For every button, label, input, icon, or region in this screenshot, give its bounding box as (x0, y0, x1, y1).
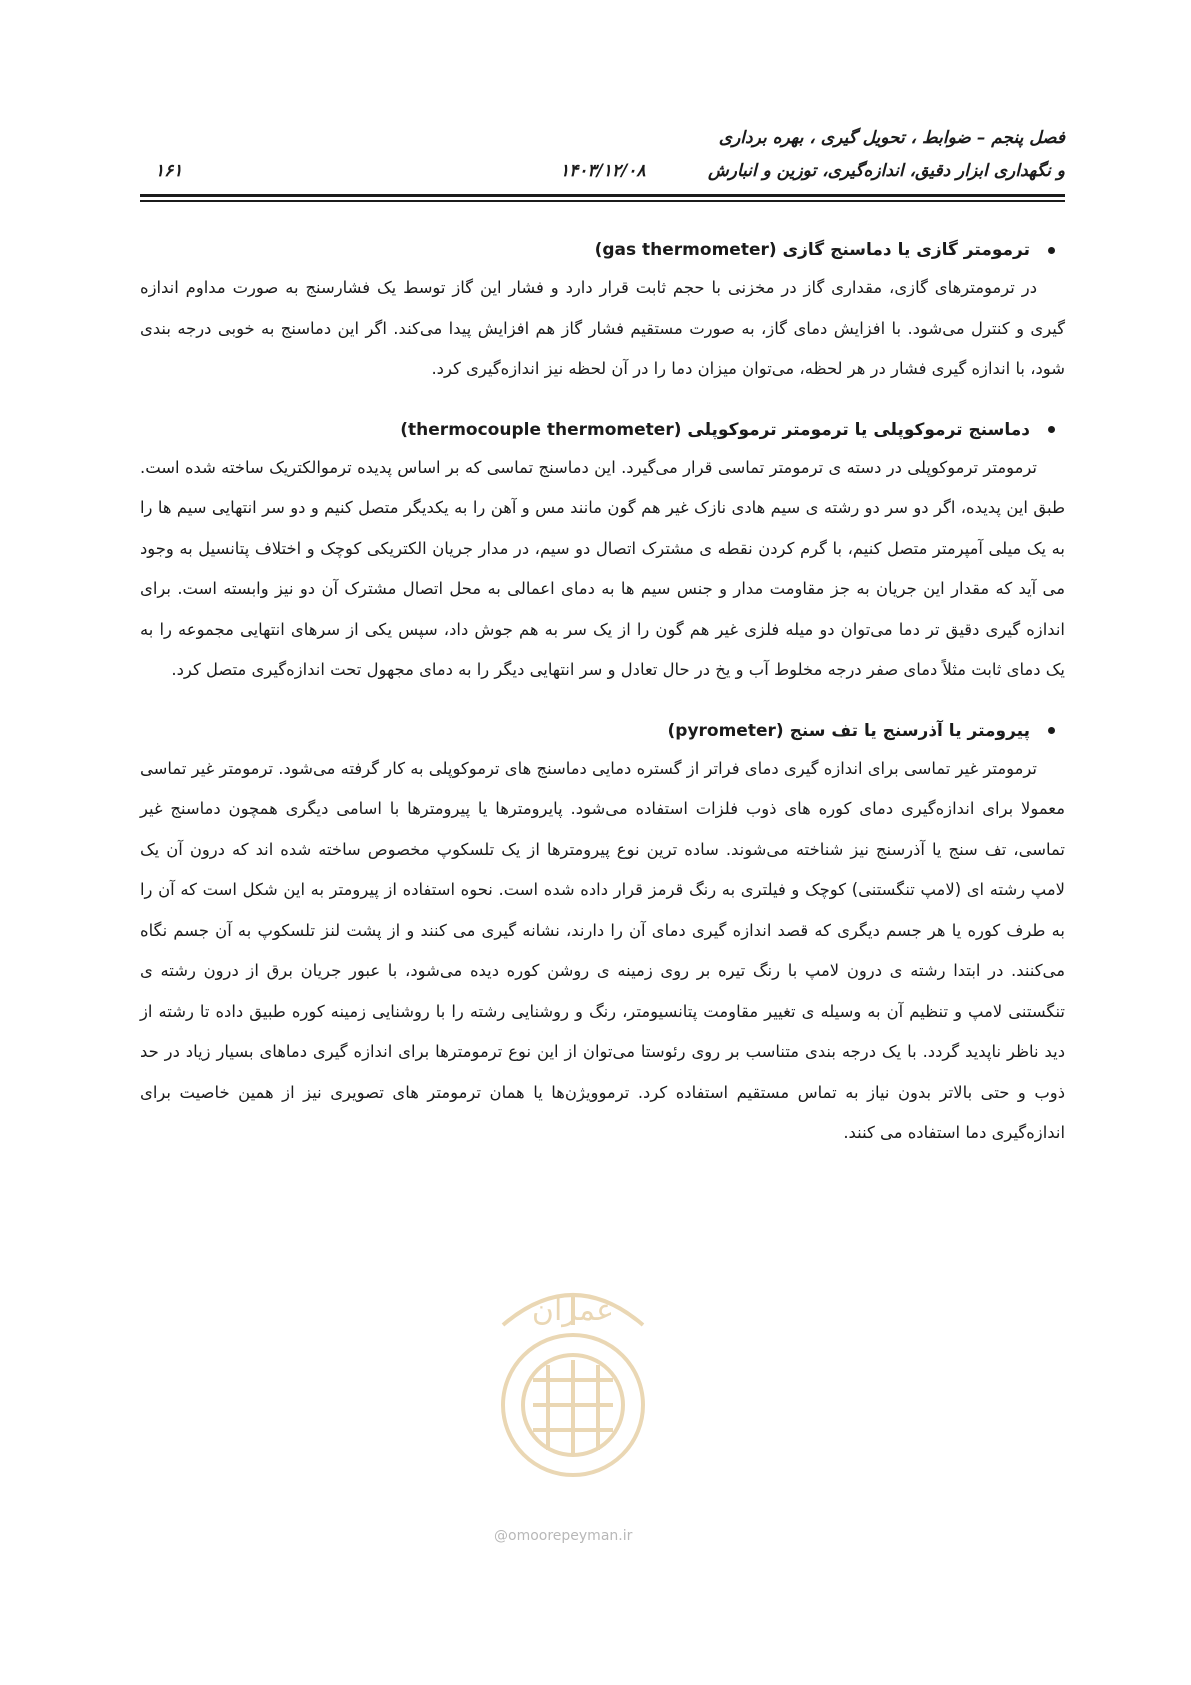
section-pyrometer (140, 721, 1065, 1154)
page-body (140, 240, 1065, 1184)
header-date: ۱۴۰۳/۱۲/۰۸ (560, 161, 646, 181)
section-paragraph: ترمومتر ترموکوپلی در دسته ی ترمومتر تماسی قرار می‌گیرد. این دماسنج تماسی که بر اساس پدیده ترموالکتریک ساخته شده است. طبق این پدیده، اگر دو سر دو رشته ی سیم هادی نازک غیر هم گون مانند مس و آهن را به یکدیگر متصل کنیم و دو سر انتهایی سیم ها را به یک میلی آمپرمتر متصل کنیم، با گرم کردن نقطه ی مشترک اتصال دو سیم، در مدار جریان الکتریکی کوچک و اختلاف پتانسیل به وجود می آید که مقدار این جریان به جز مقاومت مدار و جنس سیم ها به دمای اعمالی به محل اتصال مشترک آن دو نیز وابسته است. برای اندازه گیری دقیق تر دما می‌توان دو میله فلزی غیر هم گون را از یک سر به هم جوش داد، سپس یکی از سرهای انتهایی مجموعه را به یک دمای ثابت مثلاً دمای صفر درجه مخلوط آب و یخ در حال تعادل و سر انتهایی دیگر را به دمای مجهول تحت اندازه‌گیری متصل کرد. (140, 457, 1065, 679)
section-heading-text: ترمومتر گازی یا دماسنج گازی (gas thermometer) (594, 240, 1030, 260)
section-thermocouple (140, 420, 1065, 691)
section-gas-thermometer (140, 240, 1065, 390)
bullet-icon (1048, 247, 1055, 254)
page-header (140, 128, 1065, 196)
header-rule-thick (140, 194, 1065, 197)
bullet-icon (1048, 426, 1055, 433)
watermark-logo-text: عمران (531, 1293, 615, 1328)
section-heading (140, 240, 1065, 260)
section-heading (140, 420, 1065, 440)
section-heading-text: پیرومتر یا آذرسنج یا تف سنج (pyrometer) (667, 720, 1030, 741)
chapter-title-line2: و نگهداری ابزار دقیق، اندازه‌گیری، توزین و انبارش (708, 161, 1065, 181)
watermark-logo-icon (463, 1255, 683, 1515)
watermark-url: @omoorepeyman.ir (494, 1528, 633, 1544)
bullet-icon (1048, 727, 1055, 734)
header-rule-thin (140, 200, 1065, 202)
section-heading (140, 721, 1065, 741)
section-paragraph: ترمومتر غیر تماسی برای اندازه گیری دمای فراتر از گستره دمایی دماسنج های ترموکوپلی به کار گرفته می‌شود. ترمومتر غیر تماسی معمولا برای اندازه‌گیری دمای کوره های ذوب فلزات استفاده می‌شود. پایرومترها یا پیرومترها با اسامی دیگری همچون دماسنج غیر تماسی، تف سنج یا آذرسنج نیز شناخته می‌شوند. ساده ترین نوع پیرومترها از یک تلسکوپ مخصوص ساخته شده اند که درون آن یک لامپ رشته ای (لامپ تنگستنی) کوچک و فیلتری به رنگ قرمز قرار داده شده است. نحوه استفاده از پیرومتر به این شکل است که آن را به طرف کوره یا هر جسم دیگری که قصد اندازه گیری دمای آن را دارند، نشانه گیری می کنند و از پشت لنز تلسکوپ به آن جسم نگاه می‌کنند. در ابتدا رشته ی درون لامپ با رنگ تیره بر روی زمینه ی روشن کوره دیده می‌شود، با عبور جریان برق از درون رشته ی تنگستنی لامپ و تنظیم آن به وسیله ی تغییر مقاومت پتانسیومتر، رنگ و روشنایی رشته را با روشنایی زمینه کوره طبیق داده تا رشته از دید ناظر ناپدید گردد. با یک درجه بندی متناسب بر روی رئوستا می‌توان از این نوع ترمومترها برای اندازه گیری دماهای بسیار زیاد در حد ذوب و حتی بالاتر بدون نیاز به تماس مستقیم استفاده کرد. ترموویژن‌ها یا همان ترمومتر های تصویری نیز از همین خاصیت برای اندازه‌گیری دما استفاده می کنند. (140, 758, 1065, 1142)
section-heading-text: دماسنج ترموکوپلی یا ترمومتر ترموکوپلی (thermocouple thermometer) (400, 419, 1030, 440)
page-number: ۱۶۱ (155, 161, 183, 181)
chapter-title-line1: فصل پنجم – ضوابط ، تحویل گیری ، بهره برداری (718, 128, 1065, 148)
section-paragraph: در ترمومترهای گازی، مقداری گاز در مخزنی با حجم ثابت قرار دارد و فشار این گاز توسط یک فشارسنج به صورت مداوم اندازه گیری و کنترل می‌شود. با افزایش دمای گاز، به صورت مستقیم فشار گاز هم افزایش پیدا می‌کند. اگر این دماسنج به خوبی درجه بندی شود، با اندازه گیری فشار در هر لحظه، می‌توان میزان دما را در آن لحظه نیز اندازه‌گیری کرد. (140, 278, 1065, 378)
